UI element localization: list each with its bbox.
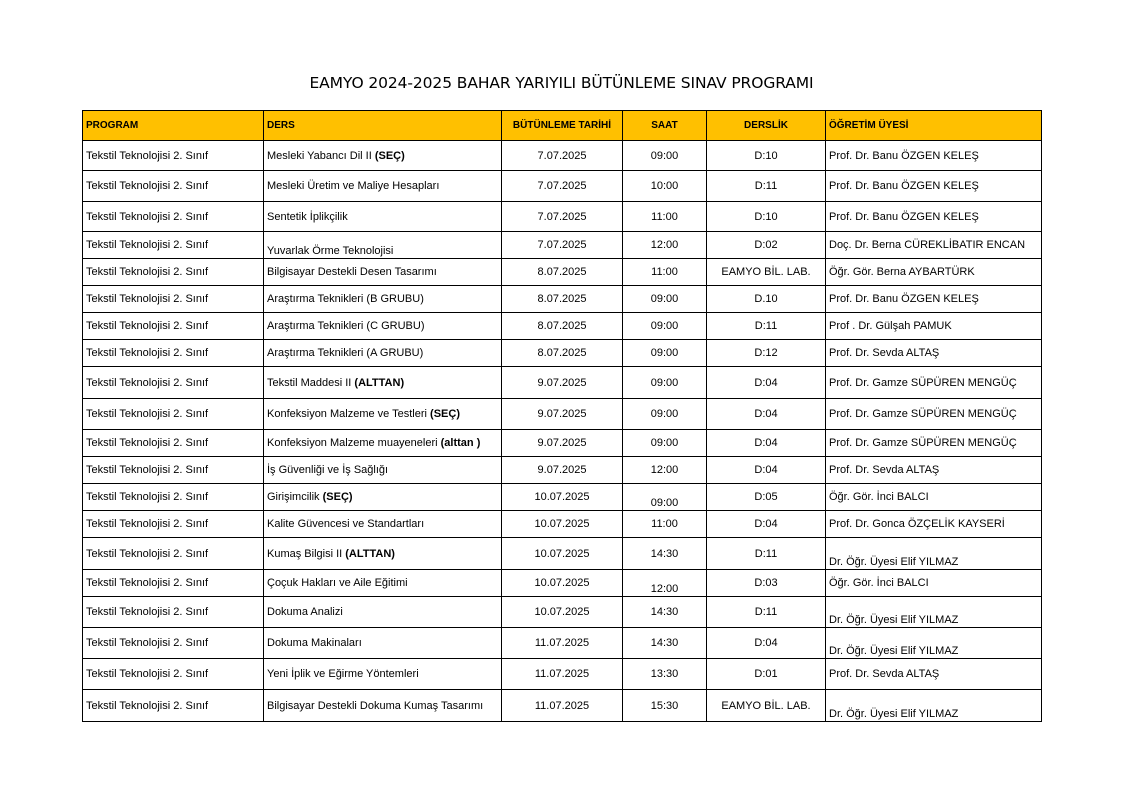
program-text: Tekstil Teknolojisi 2. Sınıf [86, 437, 209, 449]
cell-derslik: D:04 [707, 367, 826, 399]
cell-ogretim-uyesi: Prof. Dr. Banu ÖZGEN KELEŞ [826, 171, 1042, 202]
cell-derslik: D:05 [707, 484, 826, 511]
cell-ders [264, 313, 502, 340]
cell-ders [264, 538, 502, 570]
cell-ders [264, 511, 502, 538]
table-row [83, 259, 1042, 286]
program-text: Tekstil Teknolojisi 2. Sınıf [86, 210, 209, 223]
cell-tarih: 9.07.2025 [502, 457, 623, 484]
ders-tag: (SEÇ) [430, 408, 460, 420]
column-header-ders: DERS [264, 111, 502, 141]
ders-text: Bilgisayar Destekli Desen Tasarımı [267, 266, 437, 278]
table-row [83, 659, 1042, 690]
cell-tarih: 10.07.2025 [502, 538, 623, 570]
cell-saat: 09:00 [623, 484, 707, 511]
table-row [83, 171, 1042, 202]
cell-program [83, 538, 264, 570]
cell-ders [264, 690, 502, 722]
ders-text: Tekstil Maddesi II [267, 376, 355, 389]
cell-ogretim-uyesi: Prof. Dr. Banu ÖZGEN KELEŞ [826, 202, 1042, 232]
cell-ogretim-uyesi: Dr. Öğr. Üyesi Elif YILMAZ [826, 538, 1042, 570]
cell-tarih: 7.07.2025 [502, 232, 623, 259]
cell-derslik: D.10 [707, 286, 826, 313]
cell-ogretim-uyesi: Prof. Dr. Gamze SÜPÜREN MENGÜÇ [826, 430, 1042, 457]
cell-tarih: 7.07.2025 [502, 202, 623, 232]
table-row [83, 457, 1042, 484]
table-row [83, 399, 1042, 430]
program-text: Tekstil Teknolojisi 2. Sınıf [86, 518, 209, 530]
cell-derslik: D:04 [707, 511, 826, 538]
cell-tarih: 10.07.2025 [502, 484, 623, 511]
table-row [83, 340, 1042, 367]
cell-tarih: 11.07.2025 [502, 659, 623, 690]
cell-saat: 09:00 [623, 340, 707, 367]
cell-ders [264, 286, 502, 313]
table-row [83, 511, 1042, 538]
cell-ogretim-uyesi: Prof. Dr. Sevda ALTAŞ [826, 340, 1042, 367]
cell-saat: 11:00 [623, 259, 707, 286]
cell-saat: 09:00 [623, 141, 707, 171]
ders-text: Dokuma Makinaları [267, 637, 362, 649]
cell-derslik: D:12 [707, 340, 826, 367]
cell-program [83, 202, 264, 232]
ders-text: Mesleki Yabancı Dil II [267, 149, 375, 162]
cell-ogretim-uyesi: Dr. Öğr. Üyesi Elif YILMAZ [826, 628, 1042, 659]
table-row [83, 202, 1042, 232]
cell-ogretim-uyesi: Prof. Dr. Sevda ALTAŞ [826, 659, 1042, 690]
table-row [83, 597, 1042, 628]
cell-derslik: D:04 [707, 628, 826, 659]
cell-derslik: D:01 [707, 659, 826, 690]
ders-tag: (ALTTAN) [345, 547, 395, 560]
cell-tarih: 11.07.2025 [502, 690, 623, 722]
ders-text: İş Güvenliği ve İş Sağlığı [267, 464, 389, 476]
cell-derslik: EAMYO BİL. LAB. [707, 690, 826, 722]
cell-ders [264, 628, 502, 659]
table-row [83, 628, 1042, 659]
program-text: Tekstil Teknolojisi 2. Sınıf [86, 149, 209, 162]
table-row [83, 690, 1042, 722]
ders-text: Konfeksiyon Malzeme ve Testleri [267, 408, 431, 420]
cell-tarih: 7.07.2025 [502, 141, 623, 171]
cell-program [83, 570, 264, 597]
table-row [83, 430, 1042, 457]
cell-program [83, 430, 264, 457]
cell-ders [264, 340, 502, 367]
ders-text: Kumaş Bilgisi II [267, 547, 346, 560]
cell-tarih: 8.07.2025 [502, 340, 623, 367]
table-row [83, 232, 1042, 259]
cell-ders [264, 259, 502, 286]
cell-program [83, 659, 264, 690]
program-text: Tekstil Teknolojisi 2. Sınıf [86, 577, 209, 589]
column-header-derslik: DERSLİK [707, 111, 826, 141]
cell-ders [264, 430, 502, 457]
ders-text: Yuvarlak Örme Teknolojisi [267, 245, 394, 257]
cell-ders [264, 484, 502, 511]
cell-saat: 12:00 [623, 232, 707, 259]
column-header-program: PROGRAM [83, 111, 264, 141]
cell-ogretim-uyesi: Doç. Dr. Berna CÜREKLİBATIR ENCAN [826, 232, 1042, 259]
table-row [83, 538, 1042, 570]
program-text: Tekstil Teknolojisi 2. Sınıf [86, 347, 209, 359]
cell-saat: 09:00 [623, 367, 707, 399]
cell-program [83, 457, 264, 484]
ders-text: Araştırma Teknikleri (B GRUBU) [267, 293, 424, 305]
cell-ogretim-uyesi: Öğr. Gör. İnci BALCI [826, 570, 1042, 597]
ders-text: Kalite Güvencesi ve Standartları [267, 518, 425, 530]
cell-ogretim-uyesi: Prof. Dr. Gonca ÖZÇELİK KAYSERİ [826, 511, 1042, 538]
cell-derslik: D:10 [707, 202, 826, 232]
program-text: Tekstil Teknolojisi 2. Sınıf [86, 180, 209, 192]
cell-saat: 11:00 [623, 511, 707, 538]
cell-ogretim-uyesi: Prof. Dr. Sevda ALTAŞ [826, 457, 1042, 484]
table-row [83, 367, 1042, 399]
column-header-ogretim-uyesi: ÖĞRETİM ÜYESİ [826, 111, 1042, 141]
cell-ders [264, 202, 502, 232]
cell-derslik: D:04 [707, 457, 826, 484]
cell-program [83, 511, 264, 538]
ders-text: Yeni İplik ve Eğirme Yöntemleri [267, 668, 419, 680]
cell-ders [264, 367, 502, 399]
cell-ogretim-uyesi: Prof . Dr. Gülşah PAMUK [826, 313, 1042, 340]
ders-text: Çoçuk Hakları ve Aile Eğitimi [267, 577, 408, 589]
ders-text: Bilgisayar Destekli Dokuma Kumaş Tasarımı [267, 699, 484, 712]
cell-derslik: D:11 [707, 313, 826, 340]
cell-program [83, 313, 264, 340]
program-text: Tekstil Teknolojisi 2. Sınıf [86, 464, 209, 476]
cell-ogretim-uyesi: Prof. Dr. Banu ÖZGEN KELEŞ [826, 141, 1042, 171]
cell-ders [264, 457, 502, 484]
table-body [83, 141, 1042, 722]
cell-tarih: 7.07.2025 [502, 171, 623, 202]
cell-ogretim-uyesi: Prof. Dr. Banu ÖZGEN KELEŞ [826, 286, 1042, 313]
ders-text: Dokuma Analizi [267, 606, 343, 618]
cell-derslik: D:11 [707, 538, 826, 570]
ders-text: Girişimcilik [267, 491, 323, 503]
cell-ders [264, 597, 502, 628]
cell-program [83, 367, 264, 399]
cell-program [83, 141, 264, 171]
program-text: Tekstil Teknolojisi 2. Sınıf [86, 376, 209, 389]
cell-derslik: D:04 [707, 399, 826, 430]
cell-saat: 11:00 [623, 202, 707, 232]
program-text: Tekstil Teknolojisi 2. Sınıf [86, 606, 209, 618]
page-title: EAMYO 2024-2025 BAHAR YARIYILI BÜTÜNLEME SINAV PROGRAMI [309, 74, 814, 92]
ders-text: Konfeksiyon Malzeme muayeneleri [267, 437, 441, 449]
cell-program [83, 232, 264, 259]
cell-saat: 13:30 [623, 659, 707, 690]
table-row [83, 141, 1042, 171]
cell-tarih: 10.07.2025 [502, 597, 623, 628]
cell-derslik: D:03 [707, 570, 826, 597]
table-row [83, 313, 1042, 340]
cell-saat: 12:00 [623, 570, 707, 597]
program-text: Tekstil Teknolojisi 2. Sınıf [86, 293, 209, 305]
column-header-tarih: BÜTÜNLEME TARİHİ [502, 111, 623, 141]
cell-ogretim-uyesi: Prof. Dr. Gamze SÜPÜREN MENGÜÇ [826, 367, 1042, 399]
program-text: Tekstil Teknolojisi 2. Sınıf [86, 266, 209, 278]
cell-derslik: D:10 [707, 141, 826, 171]
cell-program [83, 690, 264, 722]
ders-tag: (SEÇ) [374, 149, 405, 162]
ders-text: Mesleki Üretim ve Maliye Hesapları [267, 180, 440, 192]
cell-derslik: D:11 [707, 597, 826, 628]
cell-ders [264, 570, 502, 597]
cell-derslik: D:02 [707, 232, 826, 259]
program-text: Tekstil Teknolojisi 2. Sınıf [86, 699, 209, 712]
cell-ogretim-uyesi: Dr. Öğr. Üyesi Elif YILMAZ [826, 597, 1042, 628]
cell-tarih: 10.07.2025 [502, 511, 623, 538]
program-text: Tekstil Teknolojisi 2. Sınıf [86, 239, 209, 251]
cell-ders [264, 232, 502, 259]
cell-program [83, 399, 264, 430]
program-text: Tekstil Teknolojisi 2. Sınıf [86, 547, 209, 560]
table-row [83, 570, 1042, 597]
cell-saat: 12:00 [623, 457, 707, 484]
cell-tarih: 9.07.2025 [502, 399, 623, 430]
cell-ogretim-uyesi: Öğr. Gör. Berna AYBARTÜRK [826, 259, 1042, 286]
program-text: Tekstil Teknolojisi 2. Sınıf [86, 408, 209, 420]
table-row [83, 286, 1042, 313]
program-text: Tekstil Teknolojisi 2. Sınıf [86, 491, 209, 503]
column-header-saat: SAAT [623, 111, 707, 141]
cell-derslik: D:11 [707, 171, 826, 202]
cell-tarih: 9.07.2025 [502, 430, 623, 457]
cell-program [83, 597, 264, 628]
cell-saat: 09:00 [623, 286, 707, 313]
cell-saat: 14:30 [623, 538, 707, 570]
exam-schedule-table [82, 110, 1042, 722]
cell-ders [264, 171, 502, 202]
ders-tag: (SEÇ) [322, 491, 353, 503]
cell-tarih: 8.07.2025 [502, 259, 623, 286]
cell-saat: 15:30 [623, 690, 707, 722]
cell-ogretim-uyesi: Öğr. Gör. İnci BALCI [826, 484, 1042, 511]
cell-derslik: D:04 [707, 430, 826, 457]
ders-text: Araştırma Teknikleri (A GRUBU) [267, 347, 424, 359]
cell-tarih: 9.07.2025 [502, 367, 623, 399]
cell-derslik: EAMYO BİL. LAB. [707, 259, 826, 286]
cell-ders [264, 399, 502, 430]
cell-program [83, 171, 264, 202]
ders-text: Araştırma Teknikleri (C GRUBU) [267, 320, 425, 332]
program-text: Tekstil Teknolojisi 2. Sınıf [86, 637, 209, 649]
cell-program [83, 340, 264, 367]
program-text: Tekstil Teknolojisi 2. Sınıf [86, 668, 209, 680]
ders-tag: (alttan ) [440, 437, 481, 449]
cell-saat: 09:00 [623, 430, 707, 457]
program-text: Tekstil Teknolojisi 2. Sınıf [86, 320, 209, 332]
cell-ders [264, 659, 502, 690]
cell-saat: 14:30 [623, 628, 707, 659]
cell-tarih: 8.07.2025 [502, 313, 623, 340]
cell-ders [264, 141, 502, 171]
cell-ogretim-uyesi: Prof. Dr. Gamze SÜPÜREN MENGÜÇ [826, 399, 1042, 430]
cell-saat: 09:00 [623, 399, 707, 430]
table-row [83, 484, 1042, 511]
cell-program [83, 286, 264, 313]
cell-tarih: 11.07.2025 [502, 628, 623, 659]
cell-saat: 09:00 [623, 313, 707, 340]
ders-tag: (ALTTAN) [354, 376, 405, 389]
cell-program [83, 259, 264, 286]
cell-ogretim-uyesi: Dr. Öğr. Üyesi Elif YILMAZ [826, 690, 1042, 722]
cell-program [83, 628, 264, 659]
cell-saat: 14:30 [623, 597, 707, 628]
cell-tarih: 8.07.2025 [502, 286, 623, 313]
cell-program [83, 484, 264, 511]
cell-tarih: 10.07.2025 [502, 570, 623, 597]
cell-saat: 10:00 [623, 171, 707, 202]
ders-text: Sentetik İplikçilik [267, 210, 348, 223]
table-header-row [83, 111, 1042, 141]
